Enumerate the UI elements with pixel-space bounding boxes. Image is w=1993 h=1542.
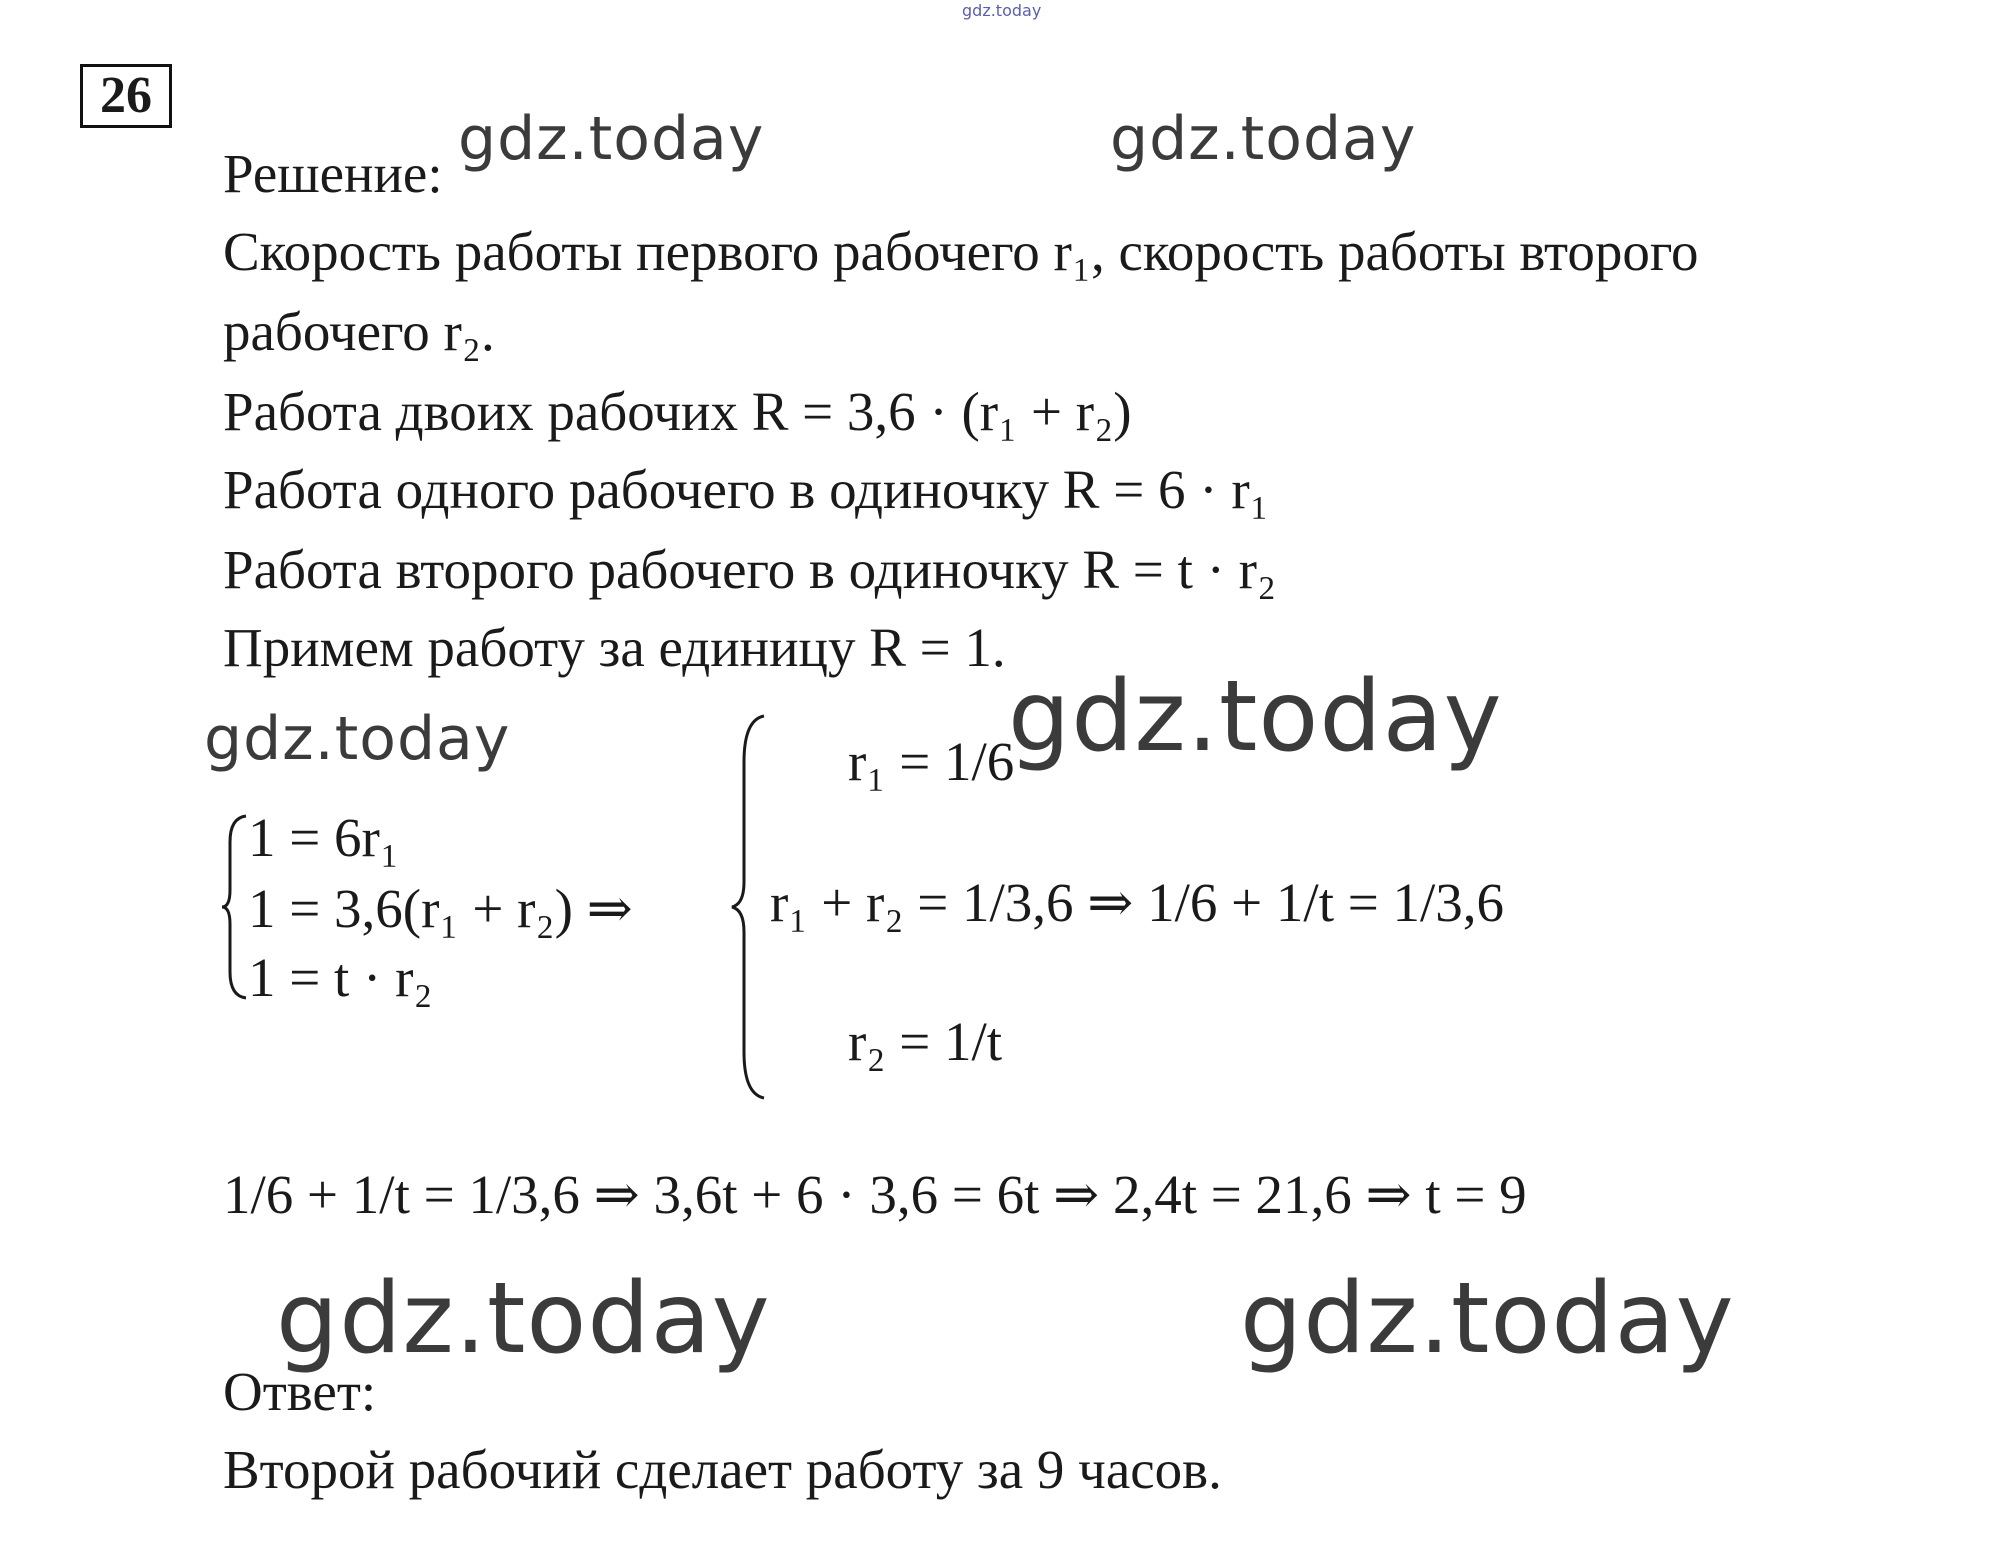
final-equation: 1/6 + 1/t = 1/3,6 ⇒ 3,6t + 6 · 3,6 = 6t ⇒ 2,4t = 21,6 ⇒ t = 9 <box>223 1164 1527 1225</box>
system-right-line-1: r₁ = 1/6 <box>848 731 1015 792</box>
system-right-line-3: r₂ = 1/t <box>848 1011 1003 1072</box>
system-left-line-1: 1 = 6r₁ <box>248 807 400 868</box>
watermark-5: gdz.today <box>276 1262 771 1376</box>
solution-label: Решение: <box>223 143 443 204</box>
watermark-3: gdz.today <box>204 704 511 774</box>
text-line-1: Скорость работы первого рабочего r₁, скорость работы второго <box>223 221 1699 282</box>
watermark-6: gdz.today <box>1240 1262 1735 1376</box>
text-line-2: рабочего r₂. <box>223 301 495 362</box>
system-left-line-3: 1 = t · r₂ <box>248 947 433 1008</box>
text-line-5: Работа второго рабочего в одиночку R = t · r₂ <box>223 539 1277 600</box>
watermark-1: gdz.today <box>458 104 765 174</box>
answer-text: Второй рабочий сделает работу за 9 часов. <box>223 1439 1222 1500</box>
system-left-line-2: 1 = 3,6(r₁ + r₂) ⇒ <box>248 878 633 939</box>
watermark-4: gdz.today <box>1008 660 1503 774</box>
problem-number: 26 <box>80 64 172 128</box>
text-line-6: Примем работу за единицу R = 1. <box>223 617 1006 678</box>
text-line-3: Работа двоих рабочих R = 3,6 · (r₁ + r₂) <box>223 381 1132 442</box>
text-line-4: Работа одного рабочего в одиночку R = 6 · r₁ <box>223 459 1269 520</box>
right-brace <box>730 712 770 1102</box>
watermark-top: gdz.today <box>962 1 1042 20</box>
answer-label: Ответ: <box>223 1361 377 1422</box>
system-right-line-2: r₁ + r₂ = 1/3,6 ⇒ 1/6 + 1/t = 1/3,6 <box>770 872 1505 933</box>
watermark-2: gdz.today <box>1110 104 1417 174</box>
